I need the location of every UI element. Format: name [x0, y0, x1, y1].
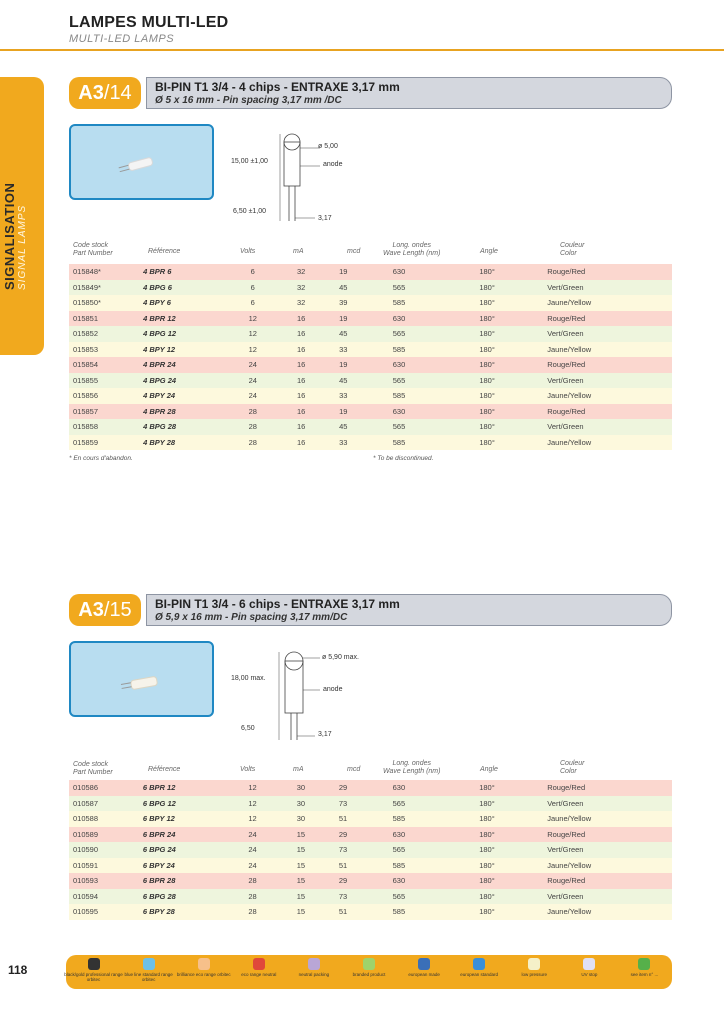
cell-mcd: 29 [338, 783, 348, 793]
section-title: BI-PIN T1 3/4 - 6 chips - ENTRAXE 3,17 mm [155, 597, 400, 611]
cell-ma: 16 [296, 375, 306, 385]
product-photo [69, 124, 214, 200]
cell-wave: 585 [392, 344, 406, 354]
cell-volts: 28 [248, 406, 257, 416]
cell-angle: 180° [479, 329, 495, 339]
cell-angle: 180° [479, 814, 495, 824]
cell-code: 010595 [73, 907, 99, 917]
european-standard-icon [473, 958, 485, 970]
cell-color: Jaune/Yellow [547, 298, 592, 308]
cell-ma: 16 [296, 360, 306, 370]
dimension-diagram [225, 648, 375, 748]
dim-height: 18,00 max. [231, 675, 266, 682]
cell-ref: 4 BPR 6 [143, 267, 172, 277]
cell-ref: 6 BPR 24 [142, 829, 176, 839]
cell-volts: 12 [248, 814, 257, 824]
legend-label: european standard [460, 972, 499, 977]
cell-angle: 180° [479, 876, 495, 886]
cell-wave: 565 [392, 891, 406, 901]
cell-mcd: 33 [339, 437, 348, 447]
cell-volts: 24 [248, 845, 257, 855]
cell-ref: 6 BPR 12 [142, 783, 176, 793]
brilliance-icon [198, 958, 210, 970]
cell-wave: 630 [392, 783, 406, 793]
cell-color: Rouge/Red [547, 876, 586, 886]
col-angle-header: Angle [480, 766, 498, 773]
section-header-a3-14 [146, 77, 672, 109]
cell-ma: 15 [296, 876, 306, 886]
cell-ref: 4 BPY 12 [143, 344, 176, 354]
cell-color: Vert/Green [547, 798, 584, 808]
cell-mcd: 33 [339, 391, 348, 401]
cell-ma: 16 [296, 344, 306, 354]
cell-code: 015859 [73, 437, 99, 447]
cell-ref: 6 BPY 12 [142, 814, 175, 824]
col-color-header: Couleur Color [560, 760, 585, 775]
cell-ma: 30 [296, 814, 306, 824]
cell-mcd: 39 [339, 298, 348, 308]
cell-code: 015850* [73, 298, 101, 308]
cell-wave: 630 [392, 829, 406, 839]
table-row [69, 827, 672, 843]
cell-wave: 630 [392, 267, 406, 277]
cell-ma: 16 [296, 391, 306, 401]
cell-ref: 4 BPY 24 [143, 391, 176, 401]
col-color-header: Couleur Color [560, 242, 585, 257]
cell-code: 015853 [73, 344, 99, 354]
cell-angle: 180° [479, 360, 495, 370]
cell-code: 015854 [73, 360, 99, 370]
cell-mcd: 51 [338, 814, 348, 824]
section-title: BI-PIN T1 3/4 - 4 chips - ENTRAXE 3,17 mm [155, 80, 400, 94]
cell-mcd: 73 [338, 891, 348, 901]
side-tab-title: SIGNALISATION [2, 182, 17, 290]
cell-angle: 180° [479, 282, 495, 292]
table-row [69, 780, 672, 796]
cell-angle: 180° [479, 422, 495, 432]
cell-angle: 180° [479, 298, 495, 308]
cell-angle: 180° [479, 829, 495, 839]
cell-wave: 585 [392, 298, 406, 308]
cell-volts: 12 [248, 798, 257, 808]
cell-volts: 12 [248, 329, 257, 339]
cell-angle: 180° [479, 798, 495, 808]
table-row [69, 311, 672, 327]
legend-label: see item n° ... [630, 972, 659, 977]
section-badge-a3-15: A3 / 15 [69, 594, 141, 626]
cell-code: 015855 [73, 375, 99, 385]
legend-item [119, 958, 179, 982]
col-ma-header: mA [293, 766, 304, 773]
page-number: 118 [8, 963, 28, 977]
cell-ma: 16 [296, 406, 306, 416]
badge-main: A3 [78, 81, 104, 104]
cell-mcd: 29 [338, 829, 348, 839]
product-table-1 [69, 264, 672, 450]
legend-label: low pressure [521, 972, 548, 977]
col-mcd-header: mcd [347, 766, 361, 773]
cell-mcd: 19 [339, 360, 348, 370]
page-title: LAMPES MULTI-LED [69, 14, 229, 31]
col-ma-header: mA [293, 248, 304, 255]
cell-ref: 4 BPG 24 [143, 375, 177, 385]
section-subtitle: Ø 5,9 x 16 mm - Pin spacing 3,17 mm/DC [155, 612, 348, 623]
cell-ma: 15 [296, 829, 306, 839]
legend-item [394, 958, 454, 977]
cell-volts: 24 [248, 375, 257, 385]
product-table-2 [69, 780, 672, 920]
cell-color: Jaune/Yellow [547, 344, 592, 354]
legend-item [339, 958, 399, 977]
cell-volts: 24 [248, 829, 257, 839]
cell-angle: 180° [479, 845, 495, 855]
cell-angle: 180° [479, 437, 495, 447]
col-mcd-header: mcd [347, 248, 361, 255]
cell-code: 010586 [73, 783, 99, 793]
cell-color: Jaune/Yellow [547, 907, 592, 917]
col-code-header: Code stock Part Number [73, 242, 113, 257]
cell-code: 010594 [73, 891, 99, 901]
cell-wave: 585 [392, 907, 406, 917]
cell-code: 010591 [73, 860, 99, 870]
legend-label: eco range neutral [241, 972, 277, 977]
cell-volts: 12 [248, 344, 257, 354]
cell-ref: 4 BPR 12 [143, 313, 176, 323]
see-item-icon [638, 958, 650, 970]
dim-spacing: 3,17 [318, 731, 332, 738]
cell-volts: 6 [250, 282, 255, 292]
cell-mcd: 45 [339, 282, 348, 292]
table-row [69, 858, 672, 874]
cell-color: Vert/Green [547, 845, 584, 855]
cell-mcd: 73 [338, 798, 348, 808]
legend-label: blue line standard range orbitec [124, 972, 173, 982]
cell-code: 010588 [73, 814, 99, 824]
cell-ma: 15 [296, 891, 306, 901]
dim-pin-length: 6,50 [241, 725, 255, 732]
cell-ma: 32 [296, 282, 306, 292]
col-volts-header: Volts [240, 248, 256, 255]
cell-ma: 15 [296, 860, 306, 870]
cell-code: 010593 [73, 876, 99, 886]
cell-ma: 30 [296, 798, 306, 808]
cell-ref: 4 BPY 28 [143, 437, 176, 447]
cell-ma: 32 [296, 267, 306, 277]
led-lamp-image [71, 643, 212, 715]
cell-volts: 24 [248, 860, 257, 870]
section-badge-a3-14: A3 / 14 [69, 77, 141, 109]
cell-color: Jaune/Yellow [547, 860, 592, 870]
dim-height: 15,00 ±1,00 [231, 158, 268, 165]
cell-wave: 565 [392, 798, 406, 808]
table-row [69, 904, 672, 920]
cell-color: Rouge/Red [547, 360, 586, 370]
dim-diameter: ø 5,90 max. [322, 654, 359, 661]
table-row [69, 811, 672, 827]
cell-ma: 16 [296, 437, 306, 447]
legend-label: neutral packing [298, 972, 330, 977]
cell-wave: 585 [392, 860, 406, 870]
cell-volts: 6 [250, 298, 255, 308]
cell-mcd: 19 [339, 313, 348, 323]
table-row [69, 388, 672, 404]
cell-color: Jaune/Yellow [547, 437, 592, 447]
legend-label: european made [408, 972, 440, 977]
legend-item [559, 958, 619, 977]
cell-wave: 565 [392, 282, 406, 292]
side-tab-text [2, 183, 28, 290]
cell-color: Rouge/Red [547, 829, 586, 839]
table-row [69, 435, 672, 451]
cell-color: Vert/Green [547, 375, 584, 385]
cell-color: Vert/Green [547, 422, 584, 432]
cell-ma: 16 [296, 329, 306, 339]
cell-code: 015852 [73, 329, 99, 339]
cell-ref: 4 BPG 12 [143, 329, 177, 339]
cell-angle: 180° [479, 783, 495, 793]
legend-label: black/gold professional range orbitec [64, 972, 123, 982]
eco-icon [253, 958, 265, 970]
table-row [69, 404, 672, 420]
cell-mcd: 45 [339, 422, 348, 432]
legend-item [614, 958, 674, 977]
cell-volts: 28 [248, 437, 257, 447]
cell-volts: 28 [248, 876, 257, 886]
cell-angle: 180° [479, 406, 495, 416]
cell-code: 010589 [73, 829, 99, 839]
legend-item [504, 958, 564, 977]
cell-color: Rouge/Red [547, 313, 586, 323]
cell-color: Vert/Green [547, 282, 584, 292]
low-pressure-icon [528, 958, 540, 970]
cell-wave: 630 [392, 360, 406, 370]
side-tab-subtitle: SIGNAL LAMPS [17, 204, 28, 290]
cell-wave: 565 [392, 422, 406, 432]
cell-angle: 180° [479, 313, 495, 323]
cell-ref: 6 BPG 24 [142, 845, 176, 855]
cell-wave: 585 [392, 391, 406, 401]
cell-angle: 180° [479, 907, 495, 917]
product-photo [69, 641, 214, 717]
led-lamp-image [71, 126, 212, 198]
branded-icon [363, 958, 375, 970]
cell-color: Rouge/Red [547, 267, 586, 277]
dim-spacing: 3,17 [318, 215, 332, 222]
cell-color: Rouge/Red [547, 406, 586, 416]
table-row [69, 264, 672, 280]
legend-item [174, 958, 234, 977]
cell-angle: 180° [479, 267, 495, 277]
cell-wave: 565 [392, 329, 406, 339]
col-ref-header: Référence [148, 766, 181, 773]
cell-mcd: 45 [339, 329, 348, 339]
cell-wave: 585 [392, 437, 406, 447]
table-row [69, 357, 672, 373]
legend-item [64, 958, 124, 982]
cell-volts: 12 [248, 313, 257, 323]
cell-mcd: 19 [339, 267, 348, 277]
dim-diameter: ø 5,00 [318, 143, 338, 150]
legend-label: brilliance eco range orbitec [176, 972, 231, 977]
cell-angle: 180° [479, 860, 495, 870]
table-row [69, 373, 672, 389]
legend-item [449, 958, 509, 977]
cell-angle: 180° [479, 344, 495, 354]
cell-color: Jaune/Yellow [547, 814, 592, 824]
cell-volts: 6 [250, 267, 255, 277]
cell-code: 015857 [73, 406, 99, 416]
table-row [69, 342, 672, 358]
cell-ma: 32 [296, 298, 306, 308]
cell-mcd: 73 [338, 845, 348, 855]
cell-color: Jaune/Yellow [547, 391, 592, 401]
cell-volts: 12 [248, 783, 257, 793]
cell-ma: 15 [296, 845, 306, 855]
cell-volts: 24 [248, 391, 257, 401]
legend-label: UV stop [581, 972, 598, 977]
cell-volts: 24 [248, 360, 257, 370]
cell-ref: 6 BPR 28 [142, 876, 176, 886]
section-subtitle: Ø 5 x 16 mm - Pin spacing 3,17 mm /DC [155, 95, 342, 106]
legend-bar [66, 955, 672, 989]
cell-wave: 565 [392, 375, 406, 385]
page-subtitle: MULTI-LED LAMPS [69, 33, 175, 45]
cell-mcd: 45 [339, 375, 348, 385]
col-wave-header: Long. ondes Wave Length (nm) [383, 242, 441, 257]
cell-code: 015849* [73, 282, 101, 292]
table-row [69, 889, 672, 905]
badge-main: A3 [78, 598, 104, 621]
dim-pin-length: 6,50 ±1,00 [233, 208, 267, 215]
col-wave-header: Long. ondes Wave Length (nm) [383, 760, 441, 775]
uv-stop-icon [583, 958, 595, 970]
cell-code: 010590 [73, 845, 99, 855]
cell-ref: 4 BPR 28 [143, 406, 176, 416]
col-code-header: Code stock Part Number [73, 761, 113, 776]
dim-anode: anode [323, 161, 343, 168]
cell-angle: 180° [479, 375, 495, 385]
cell-wave: 630 [392, 313, 406, 323]
cell-code: 015848* [73, 267, 101, 277]
note-en: * To be discontinued. [373, 455, 434, 462]
cell-code: 015851 [73, 313, 99, 323]
table-row [69, 873, 672, 889]
cell-ma: 16 [296, 313, 306, 323]
badge-num: 15 [109, 598, 132, 621]
cell-code: 010587 [73, 798, 99, 808]
header-divider [0, 49, 724, 51]
cell-volts: 28 [248, 422, 257, 432]
badge-num: 14 [109, 81, 132, 104]
table-row [69, 842, 672, 858]
legend-item [229, 958, 289, 977]
cell-code: 015858 [73, 422, 99, 432]
cell-code: 015856 [73, 391, 99, 401]
cell-color: Vert/Green [547, 329, 584, 339]
cell-mcd: 33 [339, 344, 348, 354]
note-fr: * En cours d'abandon. [69, 455, 133, 462]
cell-ma: 30 [296, 783, 306, 793]
legend-item [284, 958, 344, 977]
cell-ref: 6 BPG 28 [142, 891, 176, 901]
cell-ref: 4 BPG 28 [143, 422, 177, 432]
table-row [69, 280, 672, 296]
cell-ref: 6 BPG 12 [142, 798, 176, 808]
cell-ref: 4 BPR 24 [143, 360, 176, 370]
cell-volts: 28 [248, 891, 257, 901]
neutral-packing-icon [308, 958, 320, 970]
table-row [69, 326, 672, 342]
cell-mcd: 51 [338, 907, 348, 917]
cell-ref: 4 BPG 6 [143, 282, 172, 292]
cell-wave: 630 [392, 406, 406, 416]
cell-wave: 630 [392, 876, 406, 886]
table-row [69, 419, 672, 435]
col-ref-header: Référence [148, 248, 181, 255]
cell-mcd: 51 [338, 860, 348, 870]
legend-label: branded product [352, 972, 386, 977]
cell-angle: 180° [479, 391, 495, 401]
col-volts-header: Volts [240, 766, 256, 773]
cell-color: Vert/Green [547, 891, 584, 901]
cell-color: Rouge/Red [547, 783, 586, 793]
cell-volts: 28 [248, 907, 257, 917]
col-angle-header: Angle [480, 248, 498, 255]
cell-mcd: 29 [338, 876, 348, 886]
cell-wave: 565 [392, 845, 406, 855]
cell-ma: 15 [296, 907, 306, 917]
table-row [69, 796, 672, 812]
dim-anode: anode [323, 686, 343, 693]
cell-ref: 4 BPY 6 [143, 298, 171, 308]
cell-ref: 6 BPY 24 [142, 860, 175, 870]
dome-icon [88, 958, 100, 970]
blue-line-icon [143, 958, 155, 970]
cell-ref: 6 BPY 28 [142, 907, 175, 917]
table-row [69, 295, 672, 311]
european-made-icon [418, 958, 430, 970]
section-header-a3-15 [146, 594, 672, 626]
cell-angle: 180° [479, 891, 495, 901]
cell-wave: 585 [392, 814, 406, 824]
cell-mcd: 19 [339, 406, 348, 416]
cell-ma: 16 [296, 422, 306, 432]
